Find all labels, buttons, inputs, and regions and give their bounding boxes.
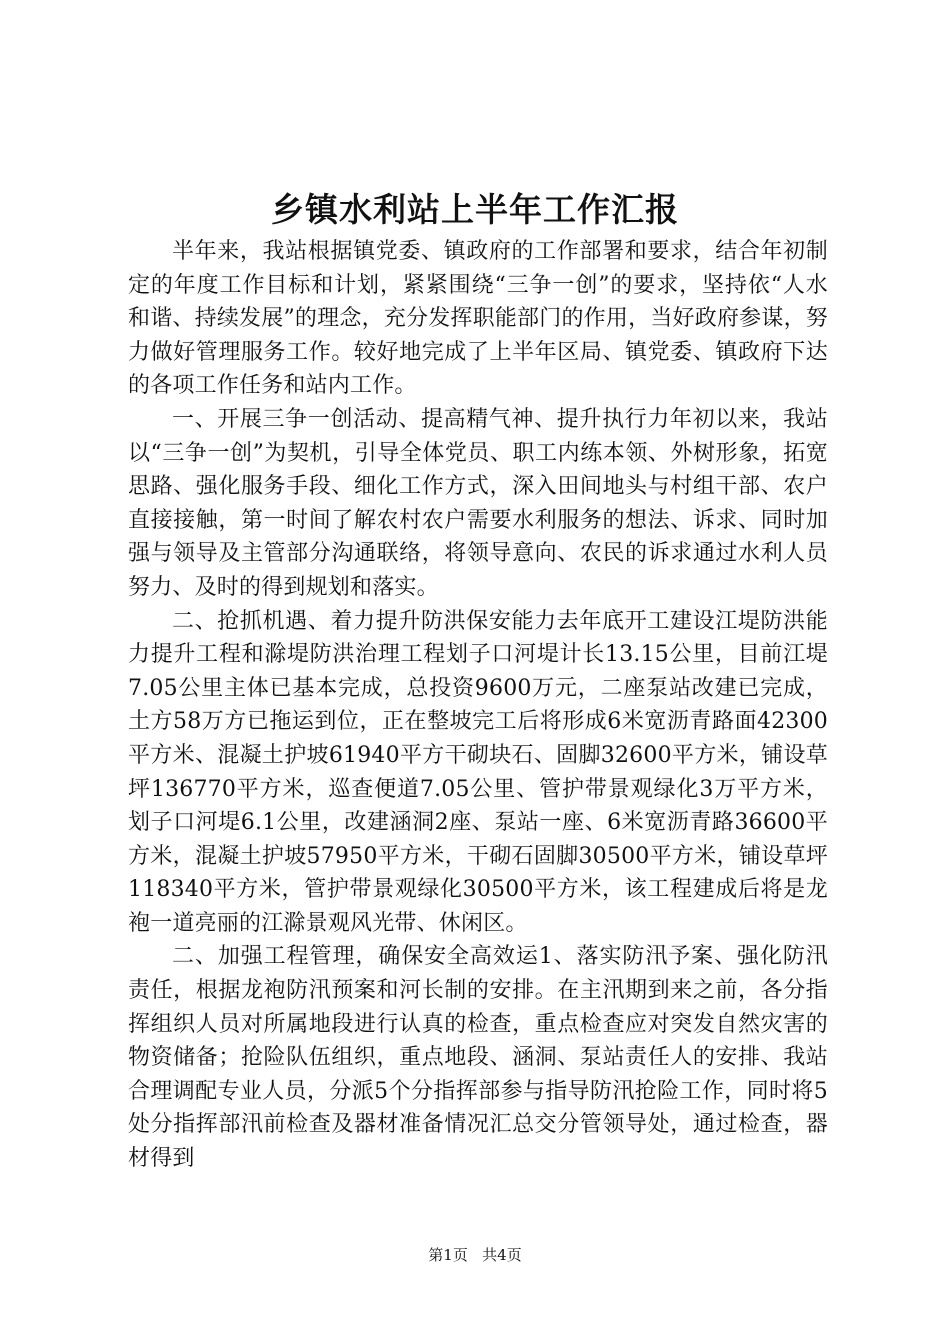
page-number: 第1页 [428, 1246, 468, 1264]
paragraph-intro: 半年来，我站根据镇党委、镇政府的工作部署和要求，结合年初制定的年度工作目标和计划，紧紧围绕“三争一创”的要求，坚持依“人水和谐、持续发展”的理念，充分发挥职能部门的作用，当好政府参谋，努力做好管理服务工作。较好地完成了上半年区局、镇党委、镇政府下达的各项工作任务和站内工作。 [128, 239, 828, 399]
paragraph-section-2: 二、抢抓机遇、着力提升防洪保安能力去年底开工建设江堤防洪能力提升工程和滁堤防洪治理工程划子口河堤计长13.15公里，目前江堤7.05公里主体已基本完成，总投资9600万元，二座泵站改建已完成，土方58万方已拖运到位，正在整坡完工后将形成6米宽沥青路面42300平方米、混凝土护坡61940平方干砌块石、固脚32600平方米，铺设草坪136770平方米，巡查便道7.05公里、管护带景观绿化3万平方米，划子口河堤6.1公里，改建涵洞2座、泵站一座、6米宽沥青路36600平方米，混凝土护坡57950平方米，干砌石固脚30500平方米，铺设草坪118340平方米，管护带景观绿化30500平方米，该工程建成后将是龙袍一道亮丽的江滁景观风光带、休闲区。 [128, 608, 828, 936]
document-body [128, 235, 828, 1176]
paragraph-section-1: 一、开展三争一创活动、提高精气神、提升执行力年初以来，我站以“三争一创”为契机，引导全体党员、职工内练本领、外树形象，拓宽思路、强化服务手段、细化工作方式，深入田间地头与村组干部、农户直接接触，第一时间了解农村农户需要水利服务的想法、诉求、同时加强与领导及主管部分沟通联络，将领导意向、农民的诉求通过水利人员努力、及时的得到规划和落实。 [128, 406, 828, 600]
page-separator [473, 1246, 478, 1264]
page-footer [0, 1245, 950, 1265]
page-title: 乡镇水利站上半年工作汇报 [271, 190, 679, 229]
page-total: 共4页 [482, 1246, 522, 1264]
paragraph-section-3: 二、加强工程管理，确保安全高效运1、落实防汛予案、强化防汛责任，根据龙袍防汛预案和河长制的安排。在主汛期到来之前，各分指挥组织人员对所属地段进行认真的检查，重点检查应对突发自然灾害的物资储备；抢险队伍组织，重点地段、涵洞、泵站责任人的安排、我站合理调配专业人员，分派5个分指挥部参与指导防汛抢险工作，同时将5处分指挥部汛前检查及器材准备情况汇总交分管领导处，通过检查，器材得到 [128, 944, 828, 1172]
